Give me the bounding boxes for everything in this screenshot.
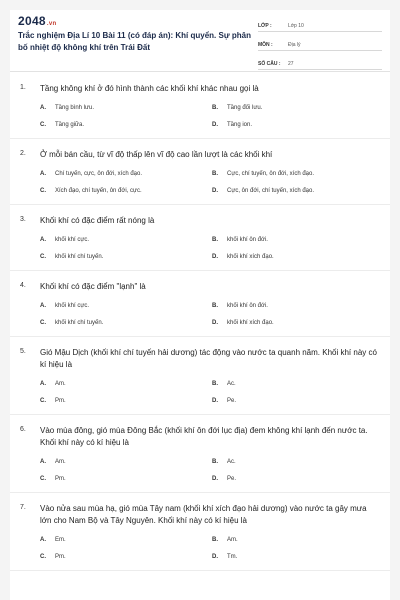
question-text: Ở mỗi bán cầu, từ vĩ độ thấp lên vĩ độ cao lần lượt là các khối khí [40,150,273,159]
document-meta [258,15,382,72]
option-text: Chí tuyến, cực, ôn đới, xích đạo. [55,171,142,177]
option-letter: A. [40,303,46,309]
question-7 [10,503,390,571]
option-d[interactable] [212,122,384,128]
option-letter: D. [212,188,218,194]
meta-label: LỚP : [258,23,272,29]
option-letter: C. [40,254,46,260]
document-title: Trắc nghiệm Địa Lí 10 Bài 11 (có đáp án): Khí quyển. Sự phân bố nhiệt độ không khí trên Trái Đất [18,31,251,52]
answer-options [10,381,390,404]
option-letter: A. [40,237,46,243]
site-logo[interactable] [18,14,56,28]
option-letter: B. [212,171,218,177]
option-letter: B. [212,237,218,243]
option-text: Ac. [227,381,236,387]
option-c[interactable] [40,188,212,194]
option-d[interactable] [212,554,384,560]
option-b[interactable] [212,237,384,243]
option-c[interactable] [40,398,212,404]
answer-options [10,459,390,482]
question-stem [10,281,390,293]
option-letter: C. [40,398,46,404]
answer-options [10,537,390,560]
option-text: Tầng giữa. [55,122,85,128]
option-text: Em. [55,537,66,543]
meta-value: Lớp 10 [288,23,304,29]
option-c[interactable] [40,122,212,128]
option-d[interactable] [212,254,384,260]
option-letter: D. [212,320,218,326]
question-stem [10,215,390,227]
question-stem [10,83,390,95]
option-letter: D. [212,554,218,560]
option-text: Am. [55,459,66,465]
question-list [10,83,390,581]
meta-label: SỐ CÂU : [258,61,281,67]
question-4 [10,281,390,337]
question-number: 2. [20,150,26,157]
option-letter: A. [40,171,46,177]
answer-options [10,237,390,260]
logo-suffix: .vn [46,21,57,27]
option-d[interactable] [212,188,384,194]
option-text: Am. [227,537,238,543]
option-text: khối khí ôn đới. [227,303,268,309]
question-stem [10,347,390,371]
question-2 [10,149,390,205]
answer-options [10,303,390,326]
option-text: Tầng đối lưu. [227,105,263,111]
option-a[interactable] [40,303,212,309]
option-text: Ac. [227,459,236,465]
option-text: Pe. [227,476,237,482]
option-text: khối khí xích đạo. [227,254,274,260]
question-number: 1. [20,84,26,91]
option-c[interactable] [40,554,212,560]
option-a[interactable] [40,171,212,177]
option-letter: B. [212,537,218,543]
meta-label: MÔN : [258,42,273,48]
answer-options [10,105,390,128]
option-c[interactable] [40,320,212,326]
question-text: Vào mùa đông, gió mùa Đông Bắc (khối khí ôn đới lục địa) đem không khí lạnh đến nước ta. Khối khí này có kí hiệu là [40,426,368,447]
option-text: Pm. [55,398,66,404]
option-b[interactable] [212,171,384,177]
question-3 [10,215,390,271]
option-letter: D. [212,398,218,404]
question-1 [10,83,390,139]
question-number: 5. [20,348,26,355]
option-letter: D. [212,122,218,128]
option-letter: C. [40,476,46,482]
option-text: Pe. [227,398,237,404]
option-letter: A. [40,105,46,111]
question-5 [10,347,390,415]
option-text: khối khí chí tuyến. [55,320,104,326]
question-text: Khối khí có đặc điểm rất nóng là [40,216,155,225]
header-divider [10,71,390,72]
option-text: Tầng bình lưu. [55,105,95,111]
option-text: Xích đạo, chí tuyến, ôn đới, cực. [55,188,142,194]
option-text: Am. [55,381,66,387]
question-number: 4. [20,282,26,289]
logo-text: 2048 [18,14,46,28]
question-text: Gió Mậu Dịch (khối khí chí tuyến hải dương) tác động vào nước ta quanh năm. Khối khí này có kí hiệu là [40,348,377,369]
option-text: Pm. [55,554,66,560]
option-letter: D. [212,476,218,482]
option-a[interactable] [40,105,212,111]
option-text: Tầng ion. [227,122,253,128]
option-letter: C. [40,122,46,128]
option-c[interactable] [40,254,212,260]
option-a[interactable] [40,381,212,387]
option-d[interactable] [212,398,384,404]
document-page [10,10,390,600]
option-letter: C. [40,188,46,194]
option-b[interactable] [212,537,384,543]
option-text: khối khí xích đạo. [227,320,274,326]
option-b[interactable] [212,105,384,111]
option-text: khối khí chí tuyến. [55,254,104,260]
question-stem [10,425,390,449]
meta-row-count [258,53,382,70]
question-number: 7. [20,504,26,511]
question-text: Khối khí có đặc điểm "lạnh" là [40,282,146,291]
option-letter: B. [212,459,218,465]
option-text: Cực, chí tuyến, ôn đới, xích đạo. [227,171,314,177]
option-letter: A. [40,459,46,465]
answer-options [10,171,390,194]
option-letter: B. [212,105,218,111]
question-number: 3. [20,216,26,223]
option-c[interactable] [40,476,212,482]
option-text: Cực, ôn đới, chí tuyến, xích đạo. [227,188,314,194]
question-6 [10,425,390,493]
option-d[interactable] [212,320,384,326]
meta-value: 27 [288,61,294,67]
question-text: Tầng không khí ở đó hình thành các khối khí khác nhau gọi là [40,84,259,93]
meta-row-subject [258,34,382,51]
option-b[interactable] [212,303,384,309]
meta-value: Địa lý [288,42,301,48]
document-header [10,10,390,70]
option-b[interactable] [212,459,384,465]
option-b[interactable] [212,381,384,387]
meta-row-class [258,15,382,32]
question-text: Vào nửa sau mùa hạ, gió mùa Tây nam (khối khí xích đạo hải dương) vào nước ta gây mưa lớn cho Nam Bộ và Tây Nguyên. Khối khí này có kí hiệu là [40,504,367,525]
option-letter: B. [212,381,218,387]
question-stem [10,149,390,161]
option-letter: C. [40,554,46,560]
option-letter: A. [40,537,46,543]
option-letter: A. [40,381,46,387]
question-number: 6. [20,426,26,433]
option-text: khối khí cực. [55,237,90,243]
option-a[interactable] [40,237,212,243]
option-letter: D. [212,254,218,260]
option-text: khối khí cực. [55,303,90,309]
option-a[interactable] [40,537,212,543]
option-letter: C. [40,320,46,326]
option-text: Tm. [227,554,238,560]
option-text: Pm. [55,476,66,482]
option-text: khối khí ôn đới. [227,237,268,243]
option-letter: B. [212,303,218,309]
option-a[interactable] [40,459,212,465]
question-stem [10,503,390,527]
option-d[interactable] [212,476,384,482]
